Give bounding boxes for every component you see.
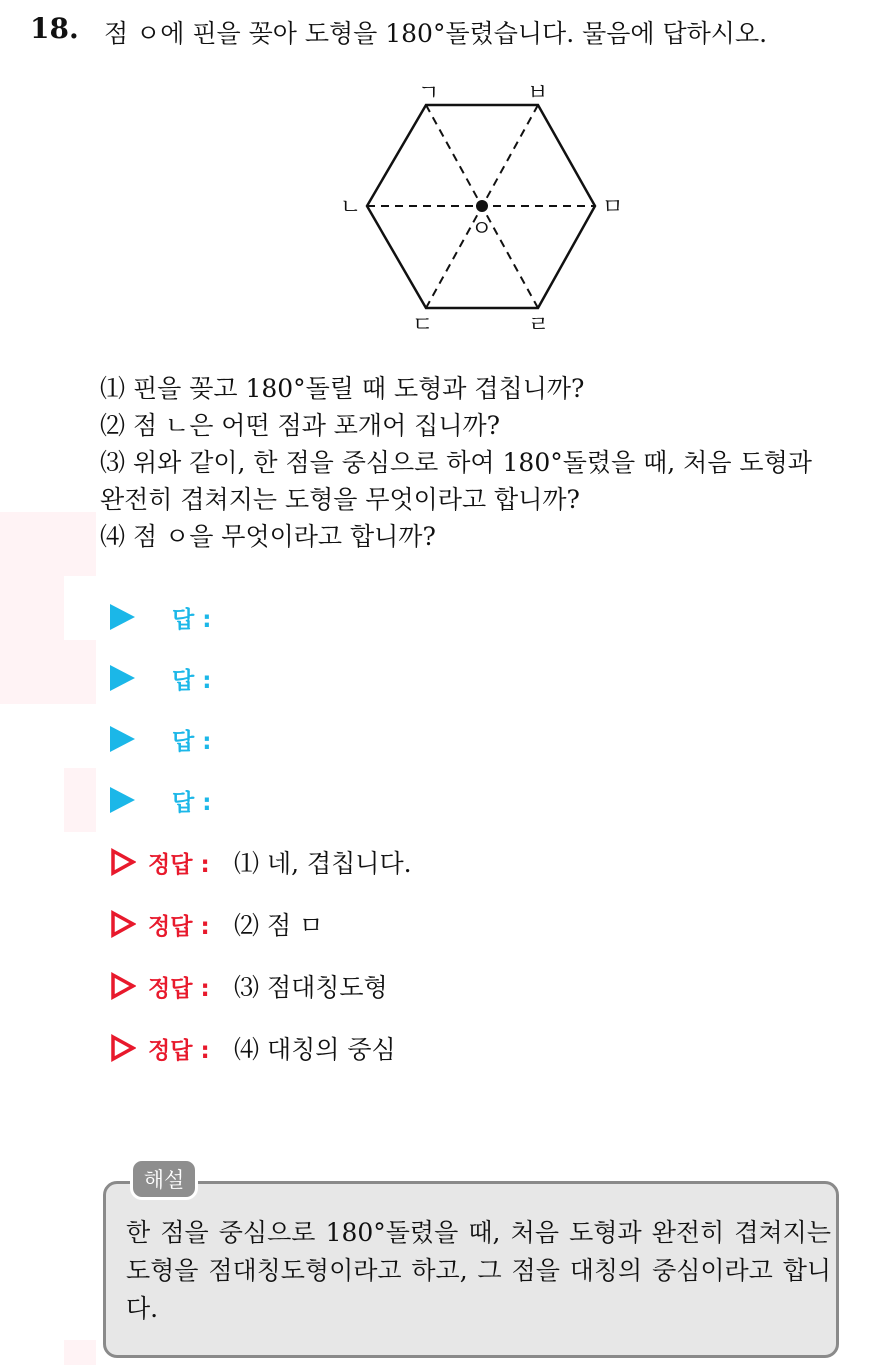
vertex-label-top-right: ㅂ [527, 81, 549, 106]
play-arrow-icon [110, 665, 135, 691]
sub-question-3-line1: ⑶ 위와 같이, 한 점을 중심으로 하여 180°돌렸을 때, 처음 도형과 [100, 448, 812, 477]
solution-label: 정답 : [148, 1037, 210, 1064]
solution-row [110, 1028, 396, 1068]
sub-question-3-line2: 완전히 겹쳐지는 도형을 무엇이라고 합니까? [100, 485, 580, 514]
sub-questions [100, 370, 870, 555]
answer-label: 답 : [172, 606, 212, 633]
solution-text: ⑴ 네, 겹칩니다. [234, 849, 412, 878]
play-arrow-icon [110, 787, 135, 813]
background-strip [0, 512, 96, 576]
outline-arrow-icon [110, 910, 136, 938]
outline-arrow-icon [110, 1034, 136, 1062]
answer-row [110, 597, 212, 637]
play-arrow-icon [110, 726, 135, 752]
solution-text: ⑷ 대칭의 중심 [234, 1035, 396, 1064]
vertex-label-bottom-right: ㄹ [528, 313, 550, 338]
play-arrow-icon [110, 604, 135, 630]
center-label: ㅇ [471, 217, 493, 242]
answer-label: 답 : [172, 667, 212, 694]
sub-question-4: ⑷ 점 ㅇ을 무엇이라고 합니까? [100, 522, 436, 551]
solution-label: 정답 : [148, 913, 210, 940]
outline-arrow-icon [110, 972, 136, 1000]
explanation-tab: 해설 [130, 1158, 198, 1200]
vertex-label-left: ㄴ [340, 195, 362, 220]
background-strip [0, 640, 96, 704]
explanation-text: 한 점을 중심으로 180°돌렸을 때, 처음 도형과 완전히 겹쳐지는 도형을 점대칭도형이라고 하고, 그 점을 대칭의 중심이라고 합니다. [126, 1218, 831, 1323]
solution-row [110, 904, 324, 944]
question-number: 18. [30, 12, 79, 45]
solution-label: 정답 : [148, 975, 210, 1002]
answer-label: 답 : [172, 789, 212, 816]
background-strip [64, 1340, 96, 1365]
answer-label: 답 : [172, 728, 212, 755]
outline-arrow-icon [110, 848, 136, 876]
background-strip [0, 576, 64, 640]
question-text: 점 ㅇ에 핀을 꽂아 도형을 180°돌렸습니다. 물음에 답하시오. [104, 19, 768, 48]
answer-row [110, 719, 212, 759]
solution-row [110, 966, 388, 1006]
answer-row [110, 780, 212, 820]
sub-question-2: ⑵ 점 ㄴ은 어떤 점과 포개어 집니까? [100, 411, 501, 440]
background-strip [64, 768, 96, 832]
solution-text: ⑵ 점 ㅁ [234, 911, 324, 940]
hexagon-diagram [330, 78, 640, 338]
center-point [476, 200, 488, 212]
vertex-label-bottom-left: ㄷ [412, 313, 434, 338]
sub-question-1: ⑴ 핀을 꽂고 180°돌릴 때 도형과 겹칩니까? [100, 374, 585, 403]
vertex-label-top-left: ㄱ [418, 81, 440, 106]
hexagon-figure [330, 78, 640, 342]
solution-label: 정답 : [148, 851, 210, 878]
vertex-label-right: ㅁ [602, 195, 624, 220]
answer-row [110, 658, 212, 698]
solution-text: ⑶ 점대칭도형 [234, 973, 388, 1002]
solution-row [110, 842, 412, 882]
